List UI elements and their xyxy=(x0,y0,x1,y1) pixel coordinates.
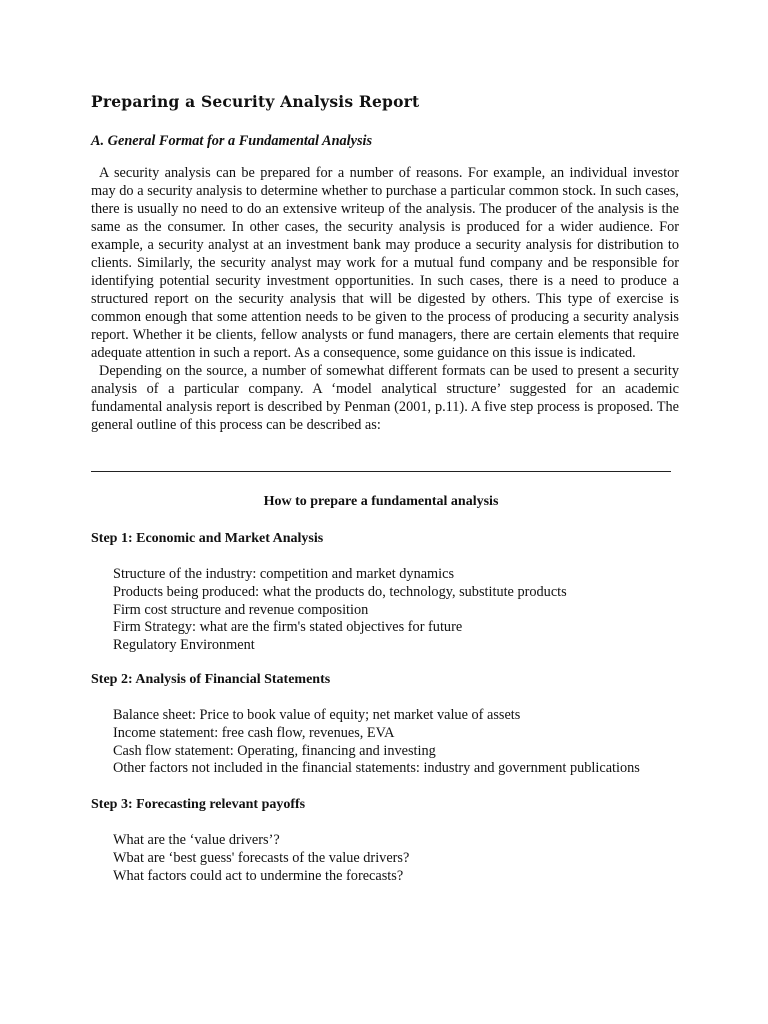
document-title: Preparing a Security Analysis Report xyxy=(91,92,420,111)
outline-title: How to prepare a fundamental analysis xyxy=(263,494,499,509)
horizontal-divider xyxy=(91,471,671,472)
paragraph-intro: A security analysis can be prepared for a number of reasons. For example, an individual investor may do a security analysis to determine whether to purchase a particular common stock. In such cases, there is usually no need to do an extensive writeup of the analysis. The producer of the analysis is the same as the consumer. In other cases, the security analysis is produced for a wider audience. For example, a security analyst at an investment bank may produce a security analysis for distribution to clients. Similarly, the security analyst may work for a mutual fund company and be responsible for identifying potential security investment opportunities. In such cases, there is a need to produce a structured report on the security analysis that will be digested by others. This type of exercise is common enough that some attention needs to be given to the process of producing a security analysis report. Whether it be clients, fellow analysts or fund managers, there are certain elements that require adequate attention in such a report. As a consequence, some guidance on this issue is indicated. xyxy=(91,165,679,361)
step-3-list xyxy=(113,832,681,885)
list-item: Wbat are ‘best guess' forecasts of the value drivers? xyxy=(113,849,410,866)
step-3-section xyxy=(91,796,681,885)
step-2-section xyxy=(91,671,681,778)
list-item: Regulatory Environment xyxy=(113,637,255,654)
list-item: What are the ‘value drivers’? xyxy=(113,832,280,848)
list-item: Other factors not included in the financial statements: industry and government publications xyxy=(113,760,640,777)
list-item: Balance sheet: Price to book value of equity; net market value of assets xyxy=(113,707,521,723)
step-2-list xyxy=(113,707,681,778)
list-item: Cash flow statement: Operating, financing and investing xyxy=(113,742,436,759)
list-item: Firm cost structure and revenue composition xyxy=(113,601,369,618)
list-item: Firm Strategy: what are the firm's stated objectives for future xyxy=(113,619,463,636)
step-1-section xyxy=(91,530,681,655)
list-item: Income statement: free cash flow, revenues, EVA xyxy=(113,724,395,741)
step-heading: Step 1: Economic and Market Analysis xyxy=(91,531,324,546)
list-item: What factors could act to undermine the forecasts? xyxy=(113,867,404,884)
list-item: Structure of the industry: competition and market dynamics xyxy=(113,566,455,582)
section-heading: A. General Format for a Fundamental Analysis xyxy=(91,133,373,149)
step-1-list xyxy=(113,566,681,655)
step-heading: Step 2: Analysis of Financial Statements xyxy=(91,672,331,687)
step-heading: Step 3: Forecasting relevant payoffs xyxy=(91,797,306,812)
body-text xyxy=(91,164,679,434)
paragraph-formats: Depending on the source, a number of somewhat different formats can be used to present a security analysis of a particular company. A ‘model analytical structure’ suggested for an academic fundamental analysis report is described by Penman (2001, p.11). A five step process is proposed. The general outline of this process can be described as: xyxy=(91,363,679,433)
list-item: Products being produced: what the products do, technology, substitute products xyxy=(113,583,567,600)
